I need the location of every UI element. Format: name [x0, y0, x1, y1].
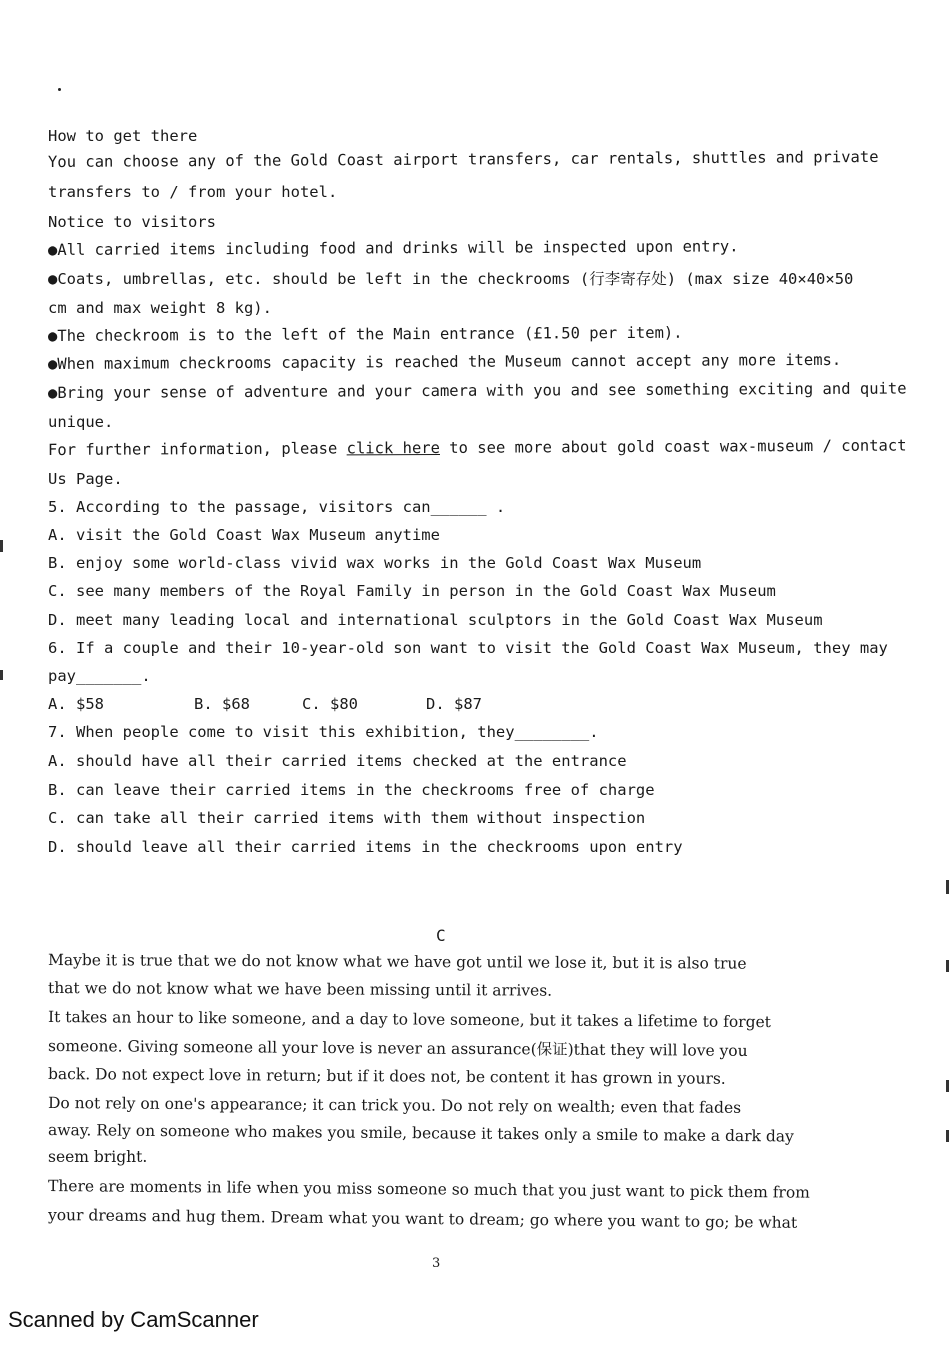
page-number: 3 [432, 1256, 441, 1271]
question-6-option-c: C. $80 [302, 695, 358, 713]
notice-bullet-4: ●When maximum checkrooms capacity is reached the Museum cannot accept any more items. [47, 350, 842, 373]
further-info-suffix: to see more about gold coast wax-museum / contact [439, 436, 907, 457]
question-6-options [48, 694, 848, 714]
passage-c-p3-line-1: There are moments in life when you miss someone so much that you just want to pick them from [47, 1177, 811, 1202]
question-6-option-d: D. $87 [426, 695, 482, 713]
click-here-link[interactable]: click here [346, 438, 440, 458]
how-line-2: transfers to / from your hotel. [48, 183, 338, 201]
question-5-option-b: B. enjoy some world-class vivid wax works in the Gold Coast Wax Museum [48, 554, 702, 572]
passage-c-p2-line-6: seem bright. [48, 1148, 148, 1166]
question-6-stem: 6. If a couple and their 10-year-old son want to visit the Gold Coast Wax Museum, they may [48, 639, 888, 657]
scan-edge-mark [946, 960, 949, 972]
section-c-heading: C [436, 926, 446, 945]
scan-speck [58, 88, 61, 91]
notice-bullet-2-line-2: cm and max weight 8 kg). [48, 299, 272, 317]
further-info-line [47, 436, 907, 460]
scan-edge-mark [946, 880, 949, 894]
question-5-option-a: A. visit the Gold Coast Wax Museum anytime [48, 526, 440, 544]
further-info-line-2: Us Page. [48, 470, 123, 488]
scan-edge-mark [946, 1130, 949, 1142]
notice-bullet-3: ●The checkroom is to the left of the Main entrance (£1.50 per item). [47, 323, 683, 345]
notice-bullet-5-line-2: unique. [48, 413, 114, 431]
notice-bullet-5-line-1: ●Bring your sense of adventure and your camera with you and see something exciting and quite [47, 379, 907, 402]
passage-c-p1-line-2: that we do not know what we have been missing until it arrives. [47, 979, 553, 1000]
question-7-option-a: A. should have all their carried items checked at the entrance [48, 752, 627, 770]
further-info-prefix: For further information, please [47, 439, 347, 459]
passage-c-p1-line-1: Maybe it is true that we do not know what we have got until we lose it, but it is also true [47, 951, 747, 973]
question-5-stem: 5. According to the passage, visitors can______ . [48, 498, 506, 516]
passage-c-p2-line-4: Do not rely on one's appearance; it can trick you. Do not rely on wealth; even that fades [47, 1094, 742, 1117]
passage-c-p3-line-2: your dreams and hug them. Dream what you want to dream; go where you want to go; be what [47, 1206, 798, 1232]
question-5-option-d: D. meet many leading local and international sculptors in the Gold Coast Wax Museum [48, 611, 823, 629]
passage-c-p2-line-2: someone. Giving someone all your love is never an assurance(保证)that they will love you [47, 1037, 748, 1060]
question-7-stem: 7. When people come to visit this exhibition, they________. [48, 723, 599, 741]
scanner-watermark: Scanned by CamScanner [8, 1307, 259, 1332]
how-to-get-there-heading: How to get there [48, 127, 198, 145]
how-line-1: You can choose any of the Gold Coast airport transfers, car rentals, shuttles and private [47, 147, 879, 171]
notice-heading: Notice to visitors [48, 213, 216, 231]
question-7-option-b: B. can leave their carried items in the checkrooms free of charge [48, 781, 655, 799]
scan-edge-mark [946, 1080, 949, 1092]
passage-c-p2-line-3: back. Do not expect love in return; but if it does not, be content it has grown in yours. [47, 1065, 726, 1088]
question-7-option-d: D. should leave all their carried items in the checkrooms upon entry [48, 838, 683, 856]
passage-c-p2-line-5: away. Rely on someone who makes you smile, because it takes only a smile to make a dark day [47, 1121, 794, 1146]
scan-edge-mark [0, 540, 3, 552]
question-6-option-a: A. $58 [48, 695, 104, 713]
notice-bullet-1: ●All carried items including food and drinks will be inspected upon entry. [47, 237, 739, 259]
scan-edge-mark [0, 670, 3, 680]
question-6-option-b: B. $68 [194, 695, 250, 713]
question-7-option-c: C. can take all their carried items with them without inspection [48, 809, 646, 827]
notice-bullet-2-line-1: ●Coats, umbrellas, etc. should be left in the checkrooms (行李寄存处) (max size 40×40×50 [48, 270, 854, 288]
question-6-stem-line-2: pay_______. [48, 667, 151, 685]
passage-c-p2-line-1: It takes an hour to like someone, and a day to love someone, but it takes a lifetime to forget [47, 1008, 771, 1032]
question-5-option-c: C. see many members of the Royal Family in person in the Gold Coast Wax Museum [48, 582, 776, 600]
